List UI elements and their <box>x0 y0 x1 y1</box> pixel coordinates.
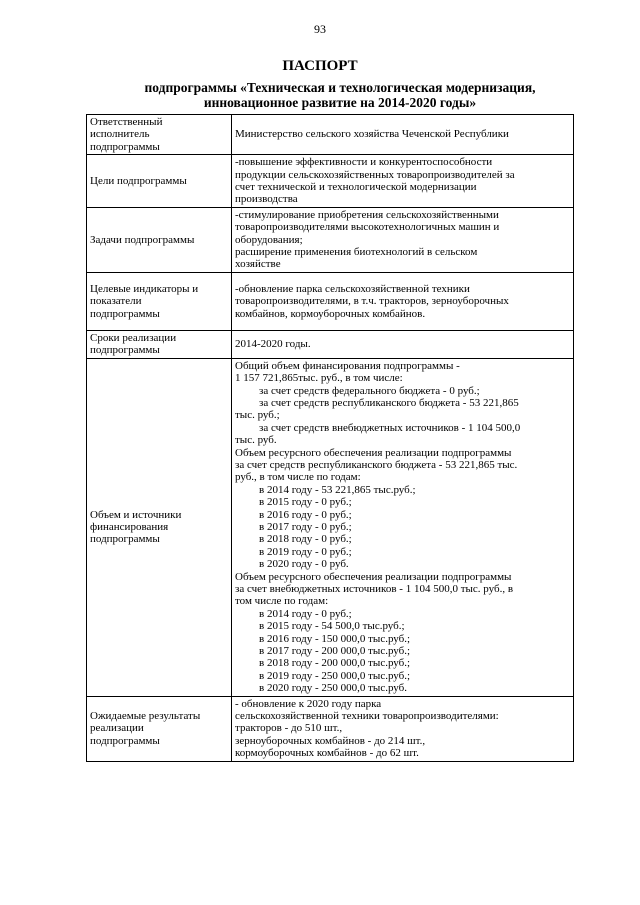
page-number: 93 <box>314 22 326 36</box>
label-line: исполнитель <box>90 128 150 141</box>
row-label <box>87 272 232 330</box>
value-line: тракторов - до 510 шт., <box>235 722 343 735</box>
value-line: за счет средств республиканского бюджета - 53 221,865 тыс. <box>235 458 518 471</box>
value-line: тыс. руб. <box>235 434 277 447</box>
label-line: подпрограммы <box>90 307 160 320</box>
table-row <box>87 330 574 358</box>
value-line: в 2016 году - 0 руб.; <box>259 508 352 521</box>
value-line: расширение применения биотехнологий в сельском <box>235 246 478 259</box>
row-label <box>87 330 232 358</box>
value-line: 2014-2020 годы. <box>235 338 311 351</box>
label-line: Задачи подпрограммы <box>90 233 195 246</box>
row-label <box>87 696 232 761</box>
row-label <box>87 155 232 208</box>
value-line: товаропроизводителями, в т.ч. тракторов, зерноуборочных <box>235 295 509 308</box>
row-label <box>87 115 232 155</box>
value-line: в 2018 году - 200 000,0 тыс.руб.; <box>259 657 411 670</box>
passport-table <box>86 114 574 762</box>
table-row <box>87 155 574 208</box>
value-line: Объем ресурсного обеспечения реализации подпрограммы <box>235 446 512 459</box>
value-line: продукции сельскохозяйственных товаропроизводителей за <box>235 168 515 181</box>
value-line: товаропроизводителями высокотехнологичных машин и <box>235 221 500 234</box>
value-line: за счет средств федерального бюджета - 0 руб.; <box>259 384 480 397</box>
table-row <box>87 207 574 272</box>
value-line: руб., в том числе по годам: <box>235 471 361 484</box>
label-line: Объем и источники <box>90 508 182 521</box>
value-line: зерноуборочных комбайнов - до 214 шт., <box>235 734 426 747</box>
label-line: показатели <box>90 295 142 308</box>
value-line: кормоуборочных комбайнов - до 62 шт. <box>235 747 419 760</box>
row-value <box>232 115 574 155</box>
table-row <box>87 115 574 155</box>
label-line: Сроки реализации <box>90 331 177 344</box>
row-value <box>232 358 574 696</box>
value-line: в 2017 году - 200 000,0 тыс.руб.; <box>259 645 411 658</box>
row-value <box>232 155 574 208</box>
value-line: Министерство сельского хозяйства Чеченской Республики <box>235 128 509 141</box>
row-value <box>232 207 574 272</box>
label-line: реализации <box>90 722 144 735</box>
value-line: в 2019 году - 0 руб.; <box>259 545 352 558</box>
document-title: ПАСПОРТ <box>282 58 358 74</box>
value-line: в 2020 году - 0 руб. <box>259 558 349 571</box>
row-value <box>232 330 574 358</box>
value-line: -стимулирование приобретения сельскохозяйственными <box>235 208 499 221</box>
table-row <box>87 272 574 330</box>
value-line: в 2019 году - 250 000,0 тыс.руб.; <box>259 669 411 682</box>
value-line: за счет внебюджетных источников - 1 104 500,0 тыс. руб., в <box>235 583 514 595</box>
value-line: в 2018 году - 0 руб.; <box>259 533 352 546</box>
document-subtitle <box>120 80 560 110</box>
subtitle-line: подпрограммы «Техническая и технологическая модернизация, <box>144 80 536 95</box>
label-line: Целевые индикаторы и <box>90 282 199 295</box>
label-line: подпрограммы <box>90 533 160 546</box>
value-line: тыс. руб.; <box>235 409 280 422</box>
label-line: финансирования <box>90 520 169 533</box>
value-line: хозяйстве <box>235 258 281 271</box>
value-line: в 2014 году - 0 руб.; <box>259 607 352 620</box>
value-line: в 2015 году - 54 500,0 тыс.руб.; <box>259 620 405 633</box>
value-line: в 2016 году - 150 000,0 тыс.руб.; <box>259 632 411 645</box>
value-line: в 2020 году - 250 000,0 тыс.руб. <box>259 682 408 695</box>
value-line: - обновление к 2020 году парка <box>235 697 382 710</box>
value-line: -обновление парка сельскохозяйственной техники <box>235 282 470 295</box>
row-label <box>87 358 232 696</box>
value-line: в 2017 году - 0 руб.; <box>259 520 352 533</box>
label-line: Цели подпрограммы <box>90 174 187 187</box>
value-line: том числе по годам: <box>235 595 329 608</box>
label-line: подпрограммы <box>90 344 160 357</box>
label-line: Ответственный <box>90 116 163 128</box>
row-value <box>232 696 574 761</box>
value-line: в 2015 году - 0 руб.; <box>259 496 352 509</box>
value-line: сельскохозяйственной техники товаропроизводителями: <box>235 710 499 723</box>
value-line: 1 157 721,865тыс. руб., в том числе: <box>235 372 403 385</box>
value-line: за счет средств республиканского бюджета - 53 221,865 <box>259 396 519 409</box>
table-row <box>87 358 574 696</box>
value-line: Объем ресурсного обеспечения реализации подпрограммы <box>235 570 512 583</box>
value-line: оборудования; <box>235 233 303 246</box>
value-line: счет технической и технологической модернизации <box>235 181 477 194</box>
value-line: комбайнов, кормоуборочных комбайнов. <box>235 307 426 320</box>
row-label <box>87 207 232 272</box>
value-line: за счет средств внебюджетных источников - 1 104 500,0 <box>259 421 521 434</box>
label-line: подпрограммы <box>90 140 160 153</box>
label-line: Ожидаемые результаты <box>90 710 201 723</box>
value-line: -повышение эффективности и конкурентоспособности <box>235 156 493 169</box>
value-line: Общий объем финансирования подпрограммы - <box>235 359 460 372</box>
row-value <box>232 272 574 330</box>
value-line: производства <box>235 193 298 206</box>
label-line: подпрограммы <box>90 734 160 747</box>
table-row <box>87 696 574 761</box>
value-line: в 2014 году - 53 221,865 тыс.руб.; <box>259 483 416 496</box>
subtitle-line: инновационное развитие на 2014-2020 годы» <box>203 95 477 110</box>
